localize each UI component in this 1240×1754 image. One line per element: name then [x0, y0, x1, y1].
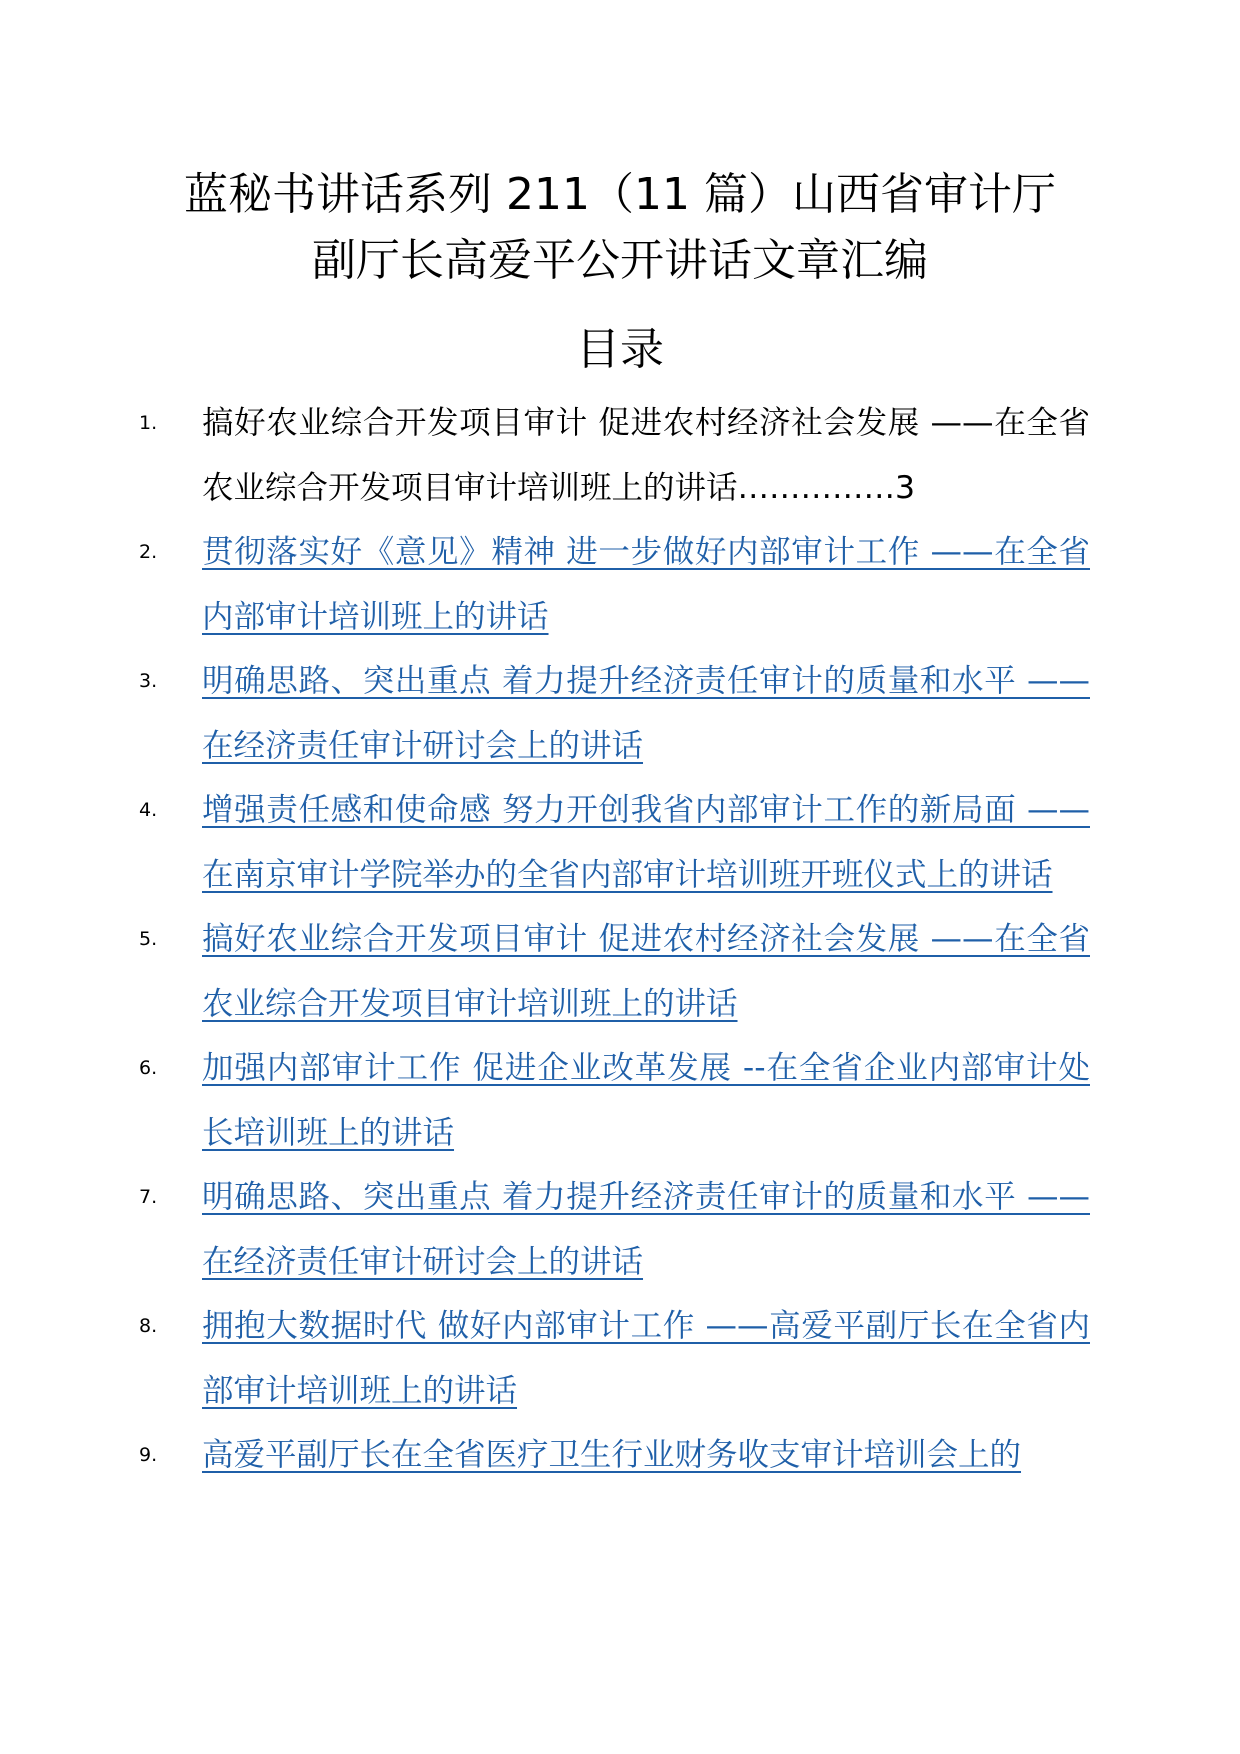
- toc-entry-1: [0, 391, 1240, 520]
- toc-entry-5[interactable]: [0, 907, 1240, 1036]
- toc-entry-number: 8.: [139, 1315, 158, 1337]
- toc-entry-number: 5.: [139, 928, 158, 950]
- title-line-1: 蓝秘书讲话系列 211（11 篇）山西省审计厅: [184, 169, 1056, 220]
- toc-entry-2[interactable]: [0, 520, 1240, 649]
- toc-entry-link[interactable]: 高爱平副厅长在全省医疗卫生行业财务收支审计培训会上的: [202, 1437, 1022, 1473]
- toc-entry-number: 4.: [139, 799, 158, 821]
- toc-entry-link[interactable]: 明确思路、突出重点 着力提升经济责任审计的质量和水平 ——在经济责任审计研讨会上的讲话: [202, 663, 1090, 764]
- toc-entry-link[interactable]: 明确思路、突出重点 着力提升经济责任审计的质量和水平 ——在经济责任审计研讨会上的讲话: [202, 1179, 1090, 1280]
- toc-entry-number: 6.: [139, 1057, 158, 1079]
- toc-entry-link[interactable]: 拥抱大数据时代 做好内部审计工作 ——高爱平副厅长在全省内部审计培训班上的讲话: [202, 1308, 1090, 1409]
- toc-entry-link[interactable]: 加强内部审计工作 促进企业改革发展 --在全省企业内部审计处长培训班上的讲话: [202, 1050, 1090, 1151]
- toc-entry-4[interactable]: [0, 778, 1240, 907]
- toc-entry-6[interactable]: [0, 1036, 1240, 1165]
- toc-entry-link[interactable]: 搞好农业综合开发项目审计 促进农村经济社会发展 ——在全省农业综合开发项目审计培训班上的讲话: [202, 921, 1090, 1022]
- toc-entry-link[interactable]: 贯彻落实好《意见》精神 进一步做好内部审计工作 ——在全省内部审计培训班上的讲话: [202, 534, 1090, 635]
- table-of-contents: [0, 391, 1240, 1488]
- toc-entry-7[interactable]: [0, 1165, 1240, 1294]
- toc-entry-number: 2.: [139, 541, 158, 563]
- toc-entry-number: 1.: [139, 412, 158, 434]
- toc-entry-8[interactable]: [0, 1294, 1240, 1423]
- title-line-2: 副厅长高爱平公开讲话文章汇编: [312, 235, 928, 286]
- toc-entry-link[interactable]: 增强责任感和使命感 努力开创我省内部审计工作的新局面 ——在南京审计学院举办的全省内部审计培训班开班仪式上的讲话: [202, 792, 1090, 893]
- toc-entry-number: 9.: [139, 1444, 158, 1466]
- toc-entry-number: 7.: [139, 1186, 158, 1208]
- toc-entry-9[interactable]: [0, 1423, 1240, 1488]
- toc-entry-text: 搞好农业综合开发项目审计 促进农村经济社会发展 ——在全省农业综合开发项目审计培训班上的讲话……………3: [202, 405, 1090, 506]
- toc-heading: 目录: [576, 324, 664, 375]
- toc-entry-3[interactable]: [0, 649, 1240, 778]
- toc-entry-number: 3.: [139, 670, 158, 692]
